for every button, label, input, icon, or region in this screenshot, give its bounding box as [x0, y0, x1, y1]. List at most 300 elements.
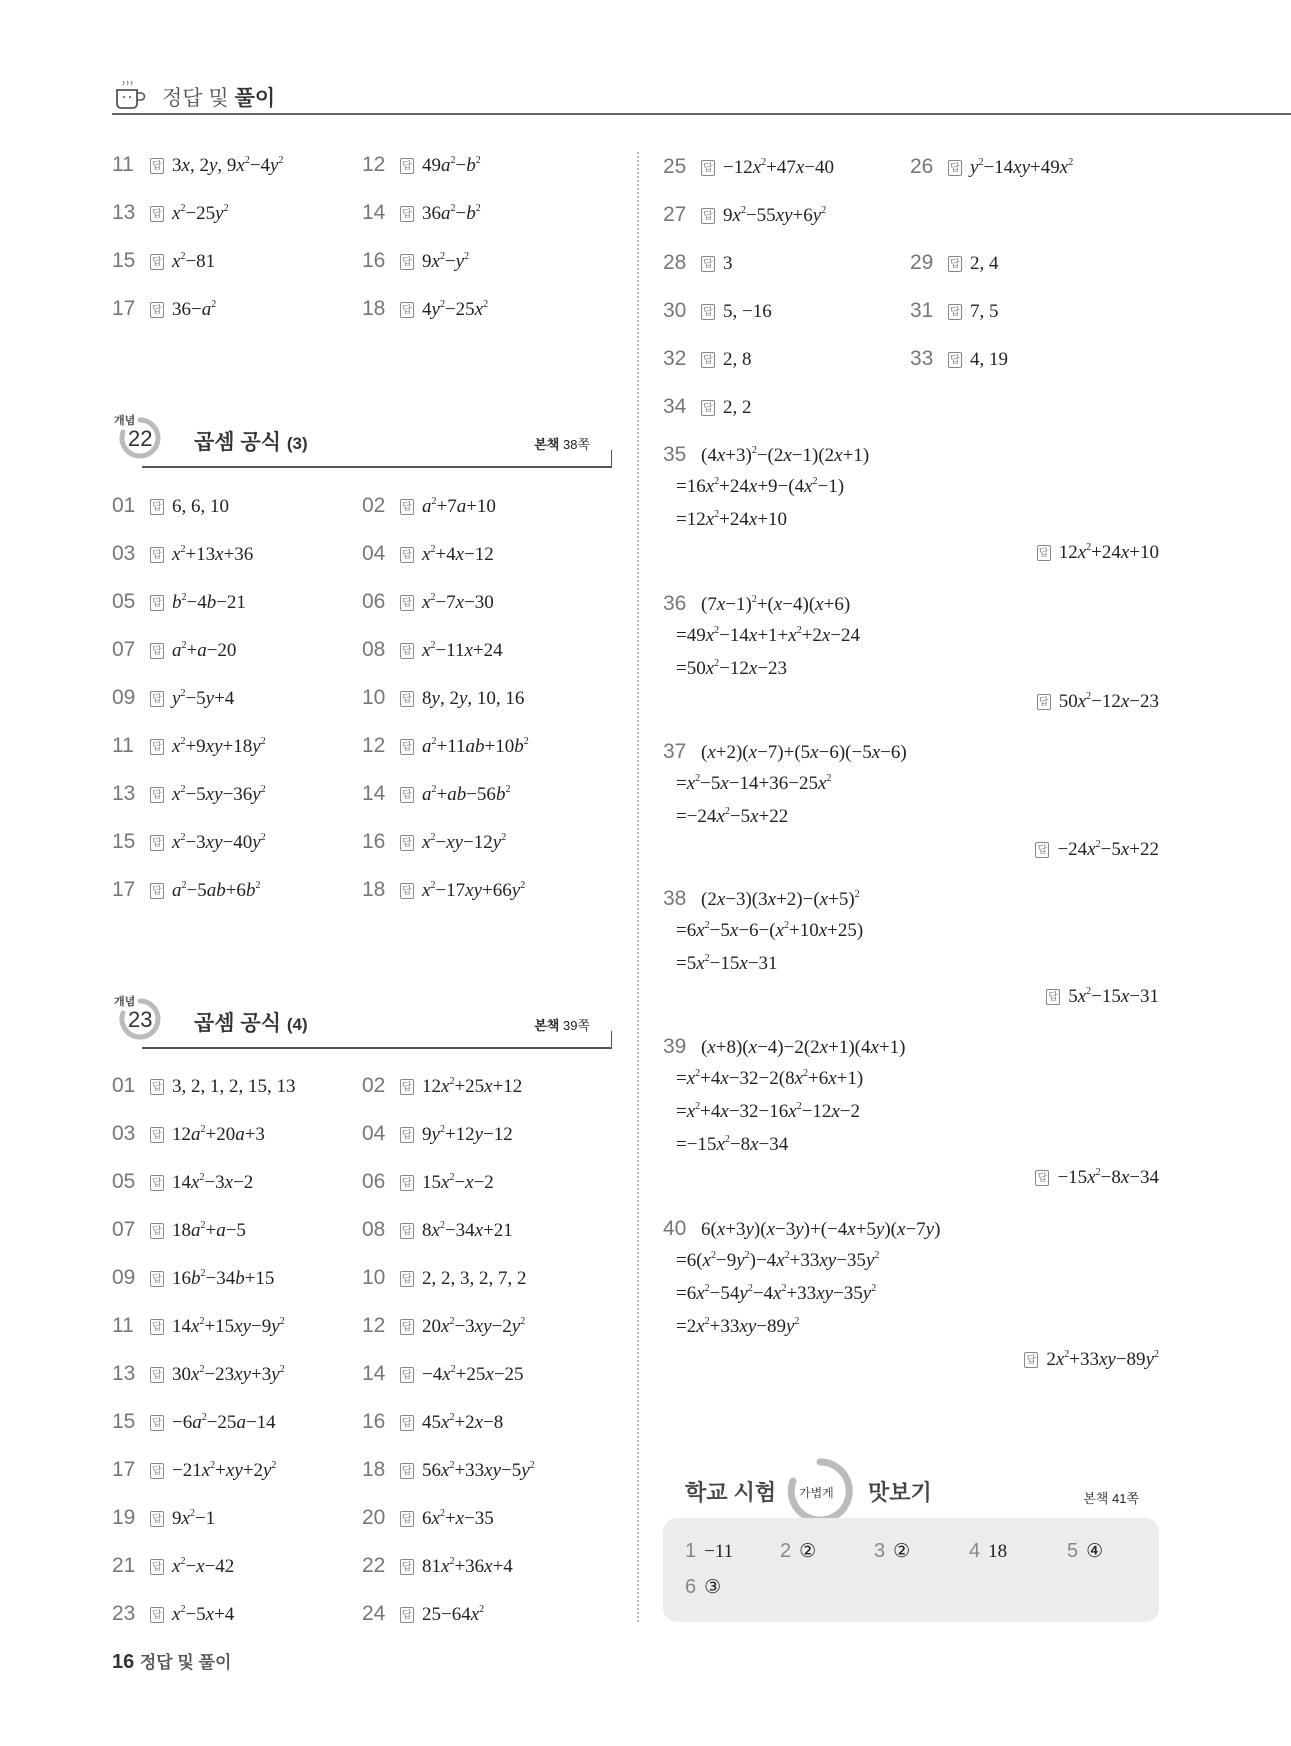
answer-item — [910, 155, 1073, 179]
answer-badge-icon: 답 — [150, 1223, 164, 1239]
answer-item — [112, 782, 266, 806]
answer-value: $x^2-5xy-36y^2$ — [172, 784, 266, 805]
answer-item — [112, 1506, 215, 1530]
math-text: $=x^2+4x-32-2(8x^2+6x+1)$ — [676, 1068, 864, 1089]
answer-value: $x^2-3xy-40y^2$ — [172, 832, 266, 853]
answer-value: $a^2+a-20$ — [172, 640, 237, 661]
answer-item — [362, 638, 503, 662]
answer-value: $30x^2-23xy+3y^2$ — [172, 1364, 285, 1385]
solution-step — [676, 476, 844, 498]
answer-badge-icon: 답 — [150, 595, 164, 611]
answer-value: $5x^2-15x-31$ — [1068, 986, 1159, 1007]
answer-value: 3 — [723, 253, 733, 274]
answer-value: $x^2+13x+36$ — [172, 544, 254, 565]
problem-number: 5 — [1067, 1540, 1079, 1562]
answer-value: $a^2-5ab+6b^2$ — [172, 880, 261, 901]
answer-item — [362, 686, 524, 710]
answer-value: $a^2+ab-56b^2$ — [422, 784, 511, 805]
answer-item — [362, 1218, 513, 1242]
problem-number: 08 — [362, 1218, 386, 1241]
problem-number: 01 — [112, 494, 136, 517]
answer-item — [112, 1602, 234, 1626]
math-text: $=50x^2-12x-23$ — [676, 658, 788, 679]
answer-value: $8x^2-34x+21$ — [422, 1220, 513, 1241]
problem-number: 35 — [663, 443, 687, 466]
answer-item — [362, 1506, 494, 1530]
problem-number: 06 — [362, 1170, 386, 1193]
solution-expression — [663, 1217, 940, 1241]
answer-item — [112, 1314, 285, 1338]
problem-number: 11 — [112, 1314, 134, 1337]
solution-step — [676, 953, 778, 975]
answer-item — [362, 1458, 535, 1482]
answer-item — [362, 249, 469, 273]
answer-value: $56x^2+33xy-5y^2$ — [422, 1460, 535, 1481]
answer-value: ② — [893, 1541, 911, 1562]
problem-number: 05 — [112, 590, 136, 613]
answer-badge-icon: 답 — [150, 1415, 164, 1431]
answer-item — [112, 686, 234, 710]
section-title: 곱셈 공식 (3) — [194, 431, 308, 454]
answer-item — [910, 299, 999, 323]
answer-item — [112, 297, 216, 321]
problem-number: 4 — [969, 1540, 981, 1562]
problem-number: 17 — [112, 878, 136, 901]
answer-item — [112, 830, 266, 854]
test-answer-item — [969, 1540, 1007, 1563]
problem-number: 36 — [663, 592, 687, 615]
answer-value: $81x^2+36x+4$ — [422, 1556, 513, 1577]
answer-value: $x^2-25y^2$ — [172, 203, 229, 224]
answer-item — [112, 638, 236, 662]
problem-number: 16 — [362, 830, 386, 853]
test-heading-1: 학교 시험 — [685, 1480, 777, 1505]
answer-badge-icon: 답 — [400, 302, 414, 318]
math-text: $=6x^2-54y^2-4x^2+33xy-35y^2$ — [676, 1283, 877, 1304]
problem-number: 05 — [112, 1170, 136, 1193]
answer-value: ④ — [1086, 1541, 1104, 1562]
answer-value: $12a^2+20a+3$ — [172, 1124, 265, 1145]
problem-number: 13 — [112, 1362, 136, 1385]
problem-number: 03 — [112, 1122, 136, 1145]
problem-number: 10 — [362, 686, 386, 709]
answer-item — [112, 734, 266, 758]
answer-value: $x^2-11x+24$ — [422, 640, 503, 661]
answer-value: $-15x^2-8x-34$ — [1057, 1167, 1159, 1188]
answer-item — [362, 734, 529, 758]
math-text: $=-24x^2-5x+22$ — [676, 806, 789, 827]
problem-number: 12 — [362, 153, 386, 176]
math-text: (x+8)(x−4)−2(2x+1)(4x+1) — [701, 1037, 906, 1058]
answer-value: $14x^2-3x-2$ — [172, 1172, 254, 1193]
answer-badge-icon: 답 — [150, 1367, 164, 1383]
test-heading-small: 가볍게 — [799, 1486, 834, 1500]
answer-item — [112, 542, 253, 566]
answer-value: $25-64x^2$ — [422, 1604, 485, 1625]
problem-number: 25 — [663, 155, 687, 178]
solution-step — [676, 1134, 788, 1156]
answer-item — [362, 1266, 527, 1290]
problem-number: 3 — [874, 1540, 886, 1562]
answer-item — [663, 155, 834, 179]
solution-expression — [663, 443, 869, 467]
answer-item — [112, 1122, 265, 1146]
solution-step — [676, 1283, 876, 1305]
answer-value: 2, 4 — [970, 253, 999, 274]
answer-item — [112, 153, 283, 177]
answer-badge-icon: 답 — [400, 835, 414, 851]
answer-value: $-12x^2+47x-40$ — [723, 157, 835, 178]
answer-item — [112, 249, 215, 273]
section-rule — [142, 1047, 612, 1049]
final-answer — [663, 542, 1159, 564]
answer-badge-icon: 답 — [400, 499, 414, 515]
answer-item — [362, 1314, 525, 1338]
solution-step — [676, 625, 860, 647]
answer-item — [112, 878, 260, 902]
solution-step — [676, 773, 831, 795]
answer-badge-icon: 답 — [1046, 989, 1060, 1005]
problem-number: 07 — [112, 638, 136, 661]
problem-number: 12 — [362, 1314, 386, 1337]
answer-badge-icon: 답 — [400, 883, 414, 899]
section-page-ref: 본책 39쪽 — [534, 1018, 590, 1033]
problem-number: 18 — [362, 297, 386, 320]
answer-badge-icon: 답 — [1024, 1352, 1038, 1368]
answer-badge-icon: 답 — [701, 208, 715, 224]
answer-badge-icon: 답 — [150, 158, 164, 174]
solution-step — [676, 1316, 799, 1338]
problem-number: 19 — [112, 1506, 136, 1529]
problem-number: 11 — [112, 734, 134, 757]
answer-value: $9x^2-1$ — [172, 1508, 216, 1529]
problem-number: 6 — [685, 1576, 697, 1598]
answer-badge-icon: 답 — [400, 1319, 414, 1335]
answer-item — [112, 1074, 296, 1098]
problem-number: 14 — [362, 201, 386, 224]
answer-item — [362, 782, 510, 806]
answer-value: $9x^2-y^2$ — [422, 251, 470, 272]
problem-number: 15 — [112, 249, 136, 272]
answer-badge-icon: 답 — [400, 1175, 414, 1191]
answer-badge-icon: 답 — [400, 787, 414, 803]
problem-number: 14 — [362, 1362, 386, 1385]
problem-number: 39 — [663, 1035, 687, 1058]
problem-number: 20 — [362, 1506, 386, 1529]
page-footer: 16 정답 및 풀이 — [112, 1651, 232, 1673]
answer-value: 3x, 2y, $9x^2-4y^2$ — [172, 155, 284, 176]
final-answer — [663, 1167, 1159, 1189]
math-text: $=6(x^2-9y^2)-4x^2+33xy-35y^2$ — [676, 1250, 880, 1271]
answer-value: 4, 19 — [970, 349, 1008, 370]
answer-value: $x^2-x-42$ — [172, 1556, 235, 1577]
answer-value: $36-a^2$ — [172, 299, 217, 320]
answer-value: $x^2-xy-12y^2$ — [422, 832, 507, 853]
test-answer-box — [663, 1518, 1159, 1622]
problem-number: 10 — [362, 1266, 386, 1289]
answer-badge-icon: 답 — [150, 835, 164, 851]
answer-value: $36a^2-b^2$ — [422, 203, 481, 224]
math-text: $=6x^2-5x-6-(x^2+10x+25)$ — [676, 920, 864, 941]
answer-badge-icon: 답 — [701, 352, 715, 368]
answer-badge-icon: 답 — [150, 691, 164, 707]
answer-value: $x^2+9xy+18y^2$ — [172, 736, 266, 757]
answer-item — [112, 1170, 253, 1194]
answer-badge-icon: 답 — [400, 1127, 414, 1143]
problem-number: 28 — [663, 251, 687, 274]
answer-item — [362, 542, 494, 566]
math-text: $=-15x^2-8x-34$ — [676, 1134, 789, 1155]
problem-number: 27 — [663, 203, 687, 226]
math-text: $=12x^2+24x+10$ — [676, 509, 788, 530]
math-text: $=16x^2+24x+9-(4x^2-1)$ — [676, 476, 845, 497]
answer-value: $50x^2-12x-23$ — [1058, 691, 1159, 712]
solution-step — [676, 509, 787, 531]
answer-badge-icon: 답 — [400, 1223, 414, 1239]
test-heading-2: 맛보기 — [868, 1480, 932, 1505]
answer-value: $6x^2+x-35$ — [422, 1508, 494, 1529]
answer-badge-icon: 답 — [400, 254, 414, 270]
answer-badge-icon: 답 — [400, 206, 414, 222]
answer-badge-icon: 답 — [948, 304, 962, 320]
section-rule — [142, 466, 612, 468]
answer-badge-icon: 답 — [150, 1559, 164, 1575]
answer-value: $-21x^2+xy+2y^2$ — [172, 1460, 277, 1481]
math-text: $=x^2+4x-32-16x^2-12x-2$ — [676, 1101, 861, 1122]
problem-number: 21 — [112, 1554, 136, 1577]
answer-value: ② — [799, 1541, 817, 1562]
math-text: 6(x+3y)(x−3y)+(−4x+5y)(x−7y) — [701, 1219, 941, 1240]
answer-badge-icon: 답 — [400, 739, 414, 755]
answer-value: 5, −16 — [723, 301, 772, 322]
answer-badge-icon: 답 — [150, 739, 164, 755]
answer-badge-icon: 답 — [150, 254, 164, 270]
answer-value: $-6a^2-25a-14$ — [172, 1412, 276, 1433]
answer-badge-icon: 답 — [948, 160, 962, 176]
solution-expression — [663, 592, 850, 616]
answer-item — [362, 1602, 484, 1626]
math-text: $=5x^2-15x-31$ — [676, 953, 778, 974]
answer-value: −11 — [704, 1541, 734, 1562]
answer-badge-icon: 답 — [400, 1607, 414, 1623]
solution-step — [676, 1068, 863, 1090]
solution-step — [676, 806, 788, 828]
math-text: $=x^2-5x-14+36-25x^2$ — [676, 773, 832, 794]
problem-number: 15 — [112, 1410, 136, 1433]
coffee-cup-icon — [112, 80, 148, 112]
answer-badge-icon: 답 — [948, 256, 962, 272]
math-text: $(2x-3)(3x+2)-(x+5)^2$ — [701, 889, 860, 910]
answer-item — [112, 1362, 285, 1386]
final-answer — [663, 1349, 1159, 1371]
section-header-23 — [112, 993, 612, 1053]
math-text: $(7x-1)^2+(x-4)(x+6)$ — [701, 594, 851, 615]
answer-item — [362, 153, 481, 177]
answer-badge-icon: 답 — [701, 400, 715, 416]
answer-item — [362, 1170, 494, 1194]
answer-value: $x^2-5x+4$ — [172, 1604, 235, 1625]
problem-number: 30 — [663, 299, 687, 322]
section-rule-end — [611, 450, 613, 468]
page-header — [112, 72, 1291, 116]
answer-item — [663, 251, 733, 275]
answer-value: $a^2+11ab+10b^2$ — [422, 736, 529, 757]
solution-step — [676, 1250, 879, 1272]
answer-badge-icon: 답 — [150, 1271, 164, 1287]
answer-value: $20x^2-3xy-2y^2$ — [422, 1316, 526, 1337]
answer-value: $16b^2-34b+15$ — [172, 1268, 275, 1289]
answer-value: 7, 5 — [970, 301, 999, 322]
answer-badge-icon: 답 — [400, 1079, 414, 1095]
answer-item — [112, 1410, 276, 1434]
answer-value: $x^2-81$ — [172, 251, 216, 272]
problem-number: 12 — [362, 734, 386, 757]
answer-badge-icon: 답 — [150, 1175, 164, 1191]
problem-number: 2 — [780, 1540, 792, 1562]
answer-item — [663, 299, 772, 323]
answer-badge-icon: 답 — [400, 691, 414, 707]
section-title: 곱셈 공식 (4) — [194, 1012, 308, 1035]
answer-badge-icon: 답 — [150, 1319, 164, 1335]
problem-number: 38 — [663, 887, 687, 910]
problem-number: 17 — [112, 297, 136, 320]
math-text: $=49x^2-14x+1+x^2+2x-24$ — [676, 625, 861, 646]
answer-value: $x^2-7x-30$ — [422, 592, 494, 613]
answer-badge-icon: 답 — [150, 1607, 164, 1623]
answer-value: $a^2+7a+10$ — [422, 496, 496, 517]
header-rule — [112, 113, 1291, 115]
column-divider — [637, 152, 639, 1622]
answer-badge-icon: 답 — [1035, 1170, 1049, 1186]
test-answer-item — [685, 1540, 733, 1563]
solution-step — [676, 658, 787, 680]
answer-badge-icon: 답 — [400, 1511, 414, 1527]
answer-badge-icon: 답 — [1035, 842, 1049, 858]
answer-value: $-24x^2-5x+22$ — [1057, 839, 1159, 860]
answer-item — [362, 297, 488, 321]
answer-badge-icon: 답 — [1037, 694, 1051, 710]
problem-number: 29 — [910, 251, 934, 274]
answer-value: $9x^2-55xy+6y^2$ — [723, 205, 827, 226]
test-answer-item — [780, 1540, 816, 1563]
test-answer-item — [685, 1576, 721, 1599]
problem-number: 32 — [663, 347, 687, 370]
answer-value: $y^2-14xy+49x^2$ — [970, 157, 1074, 178]
answer-item — [362, 1362, 524, 1386]
section-number: 23 — [128, 1007, 153, 1032]
problem-number: 15 — [112, 830, 136, 853]
problem-number: 14 — [362, 782, 386, 805]
section-label: 개념 — [114, 996, 136, 1008]
section-header-22 — [112, 412, 612, 472]
problem-number: 34 — [663, 395, 687, 418]
answer-item — [663, 347, 752, 371]
solution-step — [676, 1101, 860, 1123]
answer-item — [112, 1218, 246, 1242]
final-answer — [663, 839, 1159, 861]
answer-item — [112, 590, 246, 614]
solution-expression — [663, 887, 860, 911]
problem-number: 40 — [663, 1217, 687, 1240]
answer-badge-icon: 답 — [150, 1127, 164, 1143]
answer-value: 2, 2, 3, 2, 7, 2 — [422, 1268, 527, 1289]
answer-item — [362, 1410, 503, 1434]
section-label: 개념 — [114, 415, 136, 427]
answer-item — [910, 251, 999, 275]
answer-value: $14x^2+15xy-9y^2$ — [172, 1316, 285, 1337]
answer-value: $15x^2-x-2$ — [422, 1172, 494, 1193]
section-number: 22 — [128, 426, 153, 451]
answer-badge-icon: 답 — [150, 787, 164, 803]
section-rule-end — [611, 1031, 613, 1049]
answer-item — [112, 201, 229, 225]
answer-badge-icon: 답 — [400, 547, 414, 563]
answer-badge-icon: 답 — [150, 643, 164, 659]
problem-number: 11 — [112, 153, 134, 176]
answer-badge-icon: 답 — [701, 160, 715, 176]
final-answer — [663, 986, 1159, 1008]
answer-item — [362, 830, 506, 854]
answer-badge-icon: 답 — [150, 1463, 164, 1479]
answer-item — [112, 494, 229, 518]
answer-item — [362, 494, 496, 518]
answer-value: $49a^2-b^2$ — [422, 155, 481, 176]
answer-badge-icon: 답 — [150, 883, 164, 899]
answer-badge-icon: 답 — [400, 595, 414, 611]
answer-badge-icon: 답 — [400, 1463, 414, 1479]
answer-badge-icon: 답 — [701, 304, 715, 320]
solution-expression — [663, 740, 907, 764]
problem-number: 06 — [362, 590, 386, 613]
answer-value: $12x^2+24x+10$ — [1058, 542, 1159, 563]
math-text: $=2x^2+33xy-89y^2$ — [676, 1316, 800, 1337]
problem-number: 22 — [362, 1554, 386, 1577]
problem-number: 07 — [112, 1218, 136, 1241]
solution-step — [676, 920, 863, 942]
answer-item — [362, 1122, 513, 1146]
answer-item — [362, 1074, 522, 1098]
solution-expression — [663, 1035, 905, 1059]
answer-badge-icon: 답 — [400, 1271, 414, 1287]
problem-number: 01 — [112, 1074, 136, 1097]
answer-value: 6, 6, 10 — [172, 496, 229, 517]
answer-value: $y^2-5y+4$ — [172, 688, 235, 709]
section-page-ref: 본책 38쪽 — [534, 437, 590, 452]
answer-badge-icon: 답 — [400, 1559, 414, 1575]
problem-number: 16 — [362, 1410, 386, 1433]
answer-value: $b^2-4b-21$ — [172, 592, 246, 613]
problem-number: 37 — [663, 740, 687, 763]
test-page-ref: 본책 41쪽 — [1083, 1491, 1139, 1506]
answer-value: 8y, 2y, 10, 16 — [422, 688, 525, 709]
answer-badge-icon: 답 — [150, 1511, 164, 1527]
problem-number: 18 — [362, 878, 386, 901]
final-answer — [663, 691, 1159, 713]
answer-badge-icon: 답 — [150, 302, 164, 318]
answer-value: $4y^2-25x^2$ — [422, 299, 489, 320]
problem-number: 17 — [112, 1458, 136, 1481]
problem-number: 09 — [112, 1266, 136, 1289]
answer-item — [663, 203, 826, 227]
answer-item — [362, 590, 494, 614]
answer-value: 3, 2, 1, 2, 15, 13 — [172, 1076, 296, 1097]
problem-number: 02 — [362, 1074, 386, 1097]
answer-item — [362, 878, 525, 902]
answer-badge-icon: 답 — [400, 1367, 414, 1383]
math-text: (x+2)(x−7)+(5x−6)(−5x−6) — [701, 742, 907, 763]
problem-number: 16 — [362, 249, 386, 272]
answer-badge-icon: 답 — [150, 499, 164, 515]
